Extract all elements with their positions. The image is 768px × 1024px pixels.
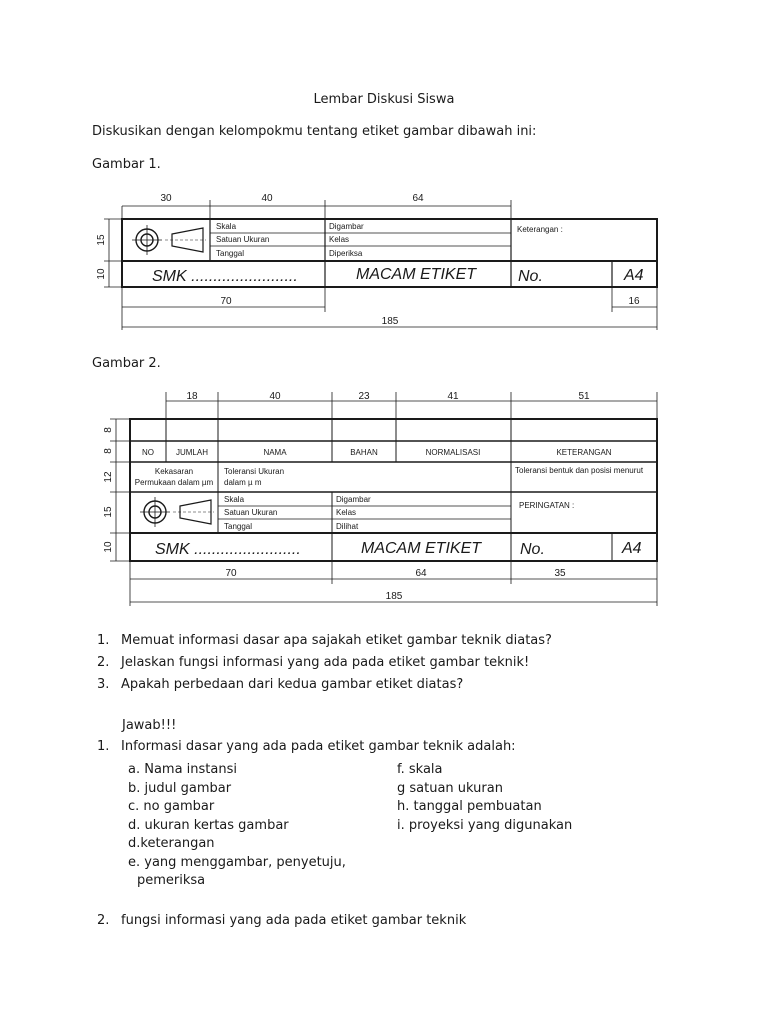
answer-item: h. tanggal pembuatan: [397, 799, 542, 814]
fig2-no: No.: [520, 541, 545, 558]
fig1-dim-bottom-1: 70: [220, 296, 232, 307]
answer-item: b. judul gambar: [128, 780, 232, 796]
question-item: 1. Memuat informasi dasar apa sajakah etiket gambar teknik diatas?: [97, 633, 552, 648]
fig1-macam-etiket: MACAM ETIKET: [356, 266, 477, 283]
fig1-label-satuan: Satuan Ukuran: [216, 235, 270, 244]
fig1-label-skala: Skala: [216, 222, 237, 231]
fig1-label-digambar: Digambar: [329, 222, 364, 231]
answer-item: e. yang menggambar, penyetuju,: [128, 854, 346, 870]
question-item: 3. Apakah perbedaan dari kedua gambar etiket diatas?: [97, 677, 464, 692]
question-list: [97, 630, 552, 696]
fig2-kekasaran-line1: Kekasaran: [154, 467, 194, 476]
answer-item: f. skala: [397, 762, 443, 777]
fig1-dim-left-1: 15: [96, 234, 107, 246]
figure2-caption: Gambar 2.: [92, 356, 161, 371]
fig2-dim-top-1: 18: [186, 391, 198, 402]
question-item: 2. Jelaskan fungsi informasi yang ada pada etiket gambar teknik!: [97, 655, 530, 670]
fig2-dim-top-4: 41: [447, 391, 459, 402]
fig1-a4: A4: [624, 267, 644, 284]
fig2-header-no: NO: [142, 448, 154, 457]
fig2-header-jumlah: JUMLAH: [175, 448, 209, 457]
fig2-kekasaran-line2: Permukaan dalam µm: [134, 478, 214, 487]
fig1-dim-bottom-3: 185: [381, 316, 399, 327]
fig2-dim-left-4: 15: [103, 506, 114, 518]
fig2-header-bahan: BAHAN: [350, 448, 378, 457]
fig1-dim-top-2: 40: [261, 193, 273, 204]
fig2-dim-top-2: 40: [269, 391, 281, 402]
instruction-text: Diskusikan dengan kelompokmu tentang etiket gambar dibawah ini:: [92, 124, 537, 139]
fig2-toleransi-bentuk: Toleransi bentuk dan posisi menurut: [515, 466, 644, 475]
fig1-keterangan: Keterangan :: [517, 225, 563, 234]
fig1-dim-bottom-2: 16: [628, 296, 640, 307]
fig2-label-tanggal: Tanggal: [224, 522, 253, 531]
fig2-header-normalisasi: NORMALISASI: [425, 448, 481, 457]
fig2-toleransi-line1: Toleransi Ukuran: [224, 467, 285, 476]
fig2-label-satuan: Satuan Ukuran: [224, 508, 278, 517]
fig2-toleransi-line2: dalam µ m: [224, 478, 262, 487]
fig2-header-keterangan: KETERANGAN: [556, 448, 612, 457]
fig2-dim-left-5: 10: [103, 541, 114, 553]
fig2-dim-bottom-4: 185: [385, 591, 403, 602]
fig2-dim-left-1: 8: [103, 427, 114, 433]
fig2-a4: A4: [622, 540, 642, 557]
answer1-line: 1. Informasi dasar yang ada pada etiket gambar teknik adalah:: [97, 739, 516, 754]
answer-item: d.keterangan: [128, 836, 215, 851]
answer-item: pemeriksa: [137, 873, 206, 888]
fig2-dim-left-3: 12: [103, 471, 114, 483]
fig2-dim-top-5: 51: [578, 391, 590, 402]
fig2-label-dilihat: Dilihat: [336, 522, 359, 531]
figure1-caption: Gambar 1.: [92, 157, 161, 172]
answer-item: d. ukuran kertas gambar: [128, 817, 289, 833]
fig1-dim-left-2: 10: [96, 268, 107, 280]
fig2-label-skala: Skala: [224, 495, 245, 504]
answer-item: a. Nama instansi: [128, 762, 237, 777]
fig1-label-kelas: Kelas: [329, 235, 350, 244]
fig2-dim-top-3: 23: [358, 391, 370, 402]
fig2-header-nama: NAMA: [263, 448, 287, 457]
answer2-line: 2. fungsi informasi yang ada pada etiket gambar teknik: [97, 913, 467, 928]
fig2-peringatan: PERINGATAN :: [519, 501, 575, 510]
fig2-dim-bottom-3: 35: [554, 568, 566, 579]
fig1-dim-top-1: 30: [160, 193, 172, 204]
fig2-macam-etiket: MACAM ETIKET: [361, 540, 482, 557]
answer1-right-list: [397, 761, 572, 835]
fig1-label-diperiksa: Diperiksa: [329, 249, 363, 258]
fig2-dim-bottom-1: 70: [225, 568, 237, 579]
fig2-smk: SMK ........................: [155, 541, 301, 558]
fig2-dim-left-2: 8: [103, 448, 114, 454]
fig1-no: No.: [518, 268, 543, 285]
fig2-label-kelas: Kelas: [336, 508, 357, 517]
answer-heading: Jawab!!!: [122, 718, 177, 733]
fig1-label-tanggal: Tanggal: [216, 249, 245, 258]
page-title: Lembar Diskusi Siswa: [313, 92, 455, 107]
answer1-left-list: [128, 761, 346, 891]
answer-item: i. proyeksi yang digunakan: [397, 817, 573, 833]
answer-item: g satuan ukuran: [397, 780, 503, 796]
fig1-dim-top-3: 64: [412, 193, 424, 204]
answer-item: c. no gambar: [128, 799, 215, 814]
fig1-smk: SMK ........................: [152, 268, 298, 285]
fig2-dim-bottom-2: 64: [415, 568, 427, 579]
fig2-label-digambar: Digambar: [336, 495, 371, 504]
